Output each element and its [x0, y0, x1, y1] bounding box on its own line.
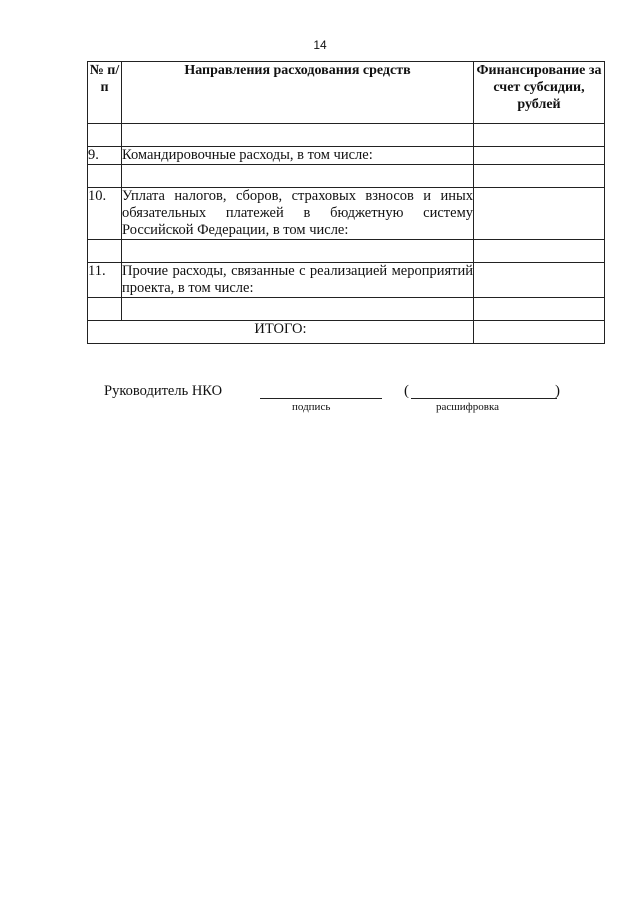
page-number: 14 — [313, 38, 327, 52]
signature-block — [0, 383, 640, 423]
row-number — [88, 298, 122, 321]
name-paren-open: ( — [404, 383, 409, 399]
table-row — [88, 240, 605, 263]
table-row — [88, 147, 605, 165]
total-row — [88, 321, 605, 344]
table-row — [88, 188, 605, 240]
row-description — [122, 298, 474, 321]
row-number — [88, 165, 122, 188]
signature-caption: подпись — [292, 401, 331, 413]
row-description — [122, 165, 474, 188]
row-financing-cell — [474, 124, 605, 147]
table-row — [88, 298, 605, 321]
signature-label: Руководитель НКО — [104, 383, 223, 399]
row-financing-cell — [474, 165, 605, 188]
row-financing-cell — [474, 240, 605, 263]
row-number — [88, 124, 122, 147]
row-financing-cell — [474, 188, 605, 240]
table-row — [88, 124, 605, 147]
row-financing-cell — [474, 298, 605, 321]
total-label: ИТОГО: — [88, 321, 474, 344]
table-row — [88, 165, 605, 188]
header-number: № п/п — [88, 62, 122, 124]
row-financing-cell — [474, 147, 605, 165]
expense-table — [87, 61, 605, 344]
table-row — [88, 263, 605, 298]
name-caption: расшифровка — [436, 401, 500, 413]
row-number: 11. — [88, 263, 122, 298]
row-description: Прочие расходы, связанные с реализацией мероприятий проекта, в том числе: — [122, 263, 473, 296]
row-description: Командировочные расходы, в том числе: — [122, 147, 474, 165]
row-number — [88, 240, 122, 263]
name-line — [411, 398, 557, 399]
table-header-row — [88, 62, 605, 124]
row-financing-cell — [474, 263, 605, 298]
row-number: 9. — [88, 147, 122, 165]
row-description — [122, 240, 474, 263]
signature-line — [260, 398, 382, 399]
header-financing: Финансирование за счет субсидии, рублей — [474, 62, 605, 124]
name-paren-close: ) — [555, 383, 560, 399]
row-description — [122, 124, 474, 147]
total-financing-cell — [474, 321, 605, 344]
row-number: 10. — [88, 188, 122, 240]
header-direction: Направления расходования средств — [122, 62, 474, 124]
row-description: Уплата налогов, сборов, страховых взносов и иных обязательных платежей в бюджетную систему Российской Федерации, в том числе: — [122, 188, 473, 238]
